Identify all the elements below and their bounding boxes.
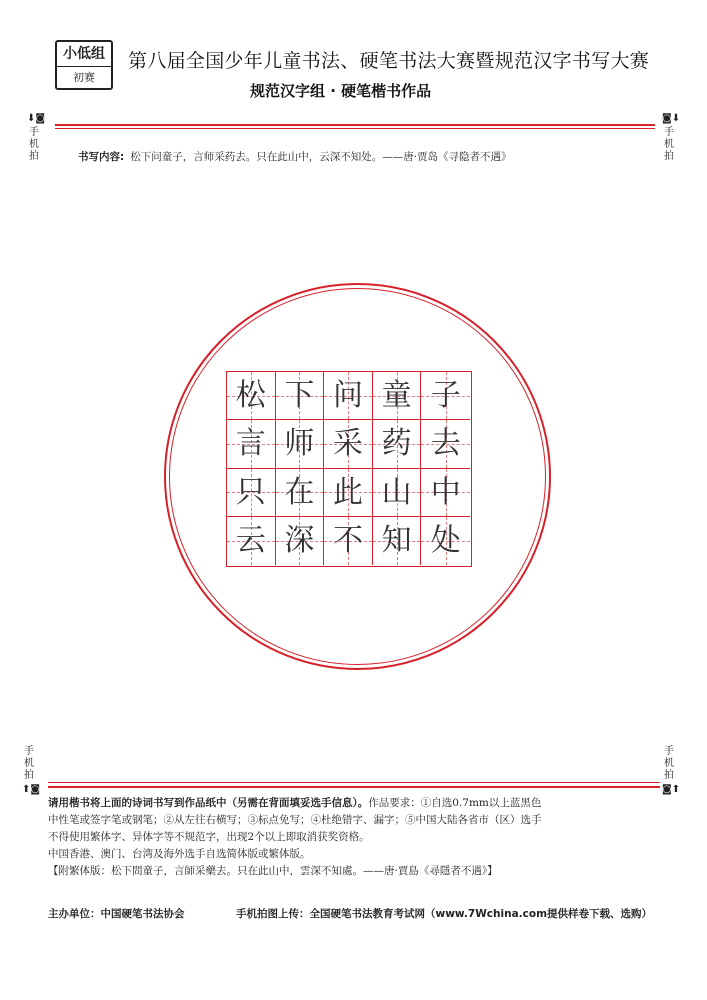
grid-character: 处 [430, 522, 461, 558]
grid-cell [276, 517, 325, 565]
arrow-up-icon: ⬆ [22, 784, 31, 795]
page-title: 第八届全国少年儿童书法、硬笔书法大赛暨规范汉字书写大赛 [128, 50, 650, 72]
marker-label: 手机拍 [24, 746, 34, 781]
grid-cell [276, 420, 325, 468]
arrow-down-icon: ⬇ [671, 113, 681, 124]
grid-cell [373, 469, 422, 517]
arrow-down-icon: ⬇ [27, 113, 36, 124]
grid-character: 山 [381, 474, 412, 510]
bottom-divider [48, 786, 660, 788]
camera-icon: ◙ [662, 113, 672, 124]
grid-cell [421, 469, 470, 517]
grid-cell [324, 372, 373, 420]
arrow-up-icon: ⬆ [671, 784, 681, 795]
grid-cell [373, 420, 422, 468]
grid-character: 采 [332, 426, 363, 462]
grid-character: 问 [332, 378, 363, 413]
grid-character: 知 [381, 522, 412, 558]
top-divider-thin [55, 128, 655, 129]
requirements-line-3: 不得使用繁体字、异体字等不规范字，出现2个以上即取消获奖资格。 [48, 831, 370, 843]
requirements-line-4: 中国香港、澳门、台湾及海外选手自选简体版或繁体版。 [48, 848, 311, 860]
grid-character: 松 [235, 378, 266, 413]
requirements-line-2: 中性笔或签字笔或钢笔；②从左往右横写；③标点免写；④杜绝错字、漏字；⑤中国大陆各省市（区）选手 [48, 814, 542, 826]
page-subtitle: 规范汉字组 · 硬笔楷书作品 [250, 82, 432, 100]
grid-character: 只 [235, 474, 266, 510]
photo-marker-bottom-right [662, 746, 681, 796]
grid-character: 云 [235, 522, 266, 558]
grid-character: 不 [332, 522, 363, 558]
camera-icon: ◙ [35, 113, 46, 124]
requirements-item-1: 作品要求：①自选0.7mm以上蓝黑色 [368, 797, 542, 809]
requirements-line-5: 【附繁体版：松下問童子，言師采藥去。只在此山中，雲深不知處。——唐·賈島《尋隱者不遇》】 [48, 865, 498, 877]
photo-marker-top-left [27, 113, 46, 163]
grid-character: 下 [284, 378, 315, 413]
grid-character: 此 [332, 474, 363, 510]
grid-cell [276, 372, 325, 420]
camera-icon: ◙ [662, 784, 672, 795]
grid-cell [421, 517, 470, 565]
grid-cell [324, 517, 373, 565]
writing-content [78, 149, 512, 164]
bottom-divider-thin [48, 782, 660, 783]
photo-marker-bottom-left [22, 746, 41, 796]
calligraphy-grid [226, 371, 472, 567]
grid-character: 子 [430, 378, 461, 413]
grid-cell [324, 469, 373, 517]
photo-marker-top-right [662, 113, 681, 163]
grid-cell [421, 372, 470, 420]
grid-cell [227, 469, 276, 517]
grid-character: 师 [284, 426, 315, 462]
grid-cell [373, 372, 422, 420]
writing-content-text: 松下问童子，言师采药去。只在此山中，云深不知处。——唐·贾岛《寻隐者不遇》 [130, 151, 512, 163]
grid-cell [373, 517, 422, 565]
marker-label: 手机拍 [664, 746, 674, 781]
camera-icon: ◙ [30, 784, 41, 795]
top-divider [55, 124, 655, 126]
grid-character: 童 [381, 378, 412, 413]
grid-cell [227, 372, 276, 420]
group-badge [55, 40, 113, 90]
badge-round-label: 初赛 [73, 71, 95, 84]
grid-character: 深 [284, 522, 315, 558]
upload-text: 手机拍图上传：全国硬笔书法教育考试网（www.7Wchina.com提供样卷下载、选购） [236, 908, 653, 920]
grid-cell [421, 420, 470, 468]
grid-character: 中 [430, 474, 461, 510]
grid-character: 药 [381, 426, 412, 462]
grid-cell [227, 420, 276, 468]
marker-label: 手机拍 [29, 127, 39, 162]
writing-content-label: 书写内容: [78, 151, 125, 163]
grid-character: 去 [430, 426, 461, 462]
marker-label: 手机拍 [664, 127, 674, 162]
badge-group-label: 小低组 [57, 42, 111, 67]
requirements-line-1 [48, 795, 668, 812]
requirements-block [48, 795, 668, 880]
organizer-text: 主办单位：中国硬笔书法协会 [48, 908, 185, 920]
grid-cell [324, 420, 373, 468]
requirements-intro: 请用楷书将上面的诗词书写到作品纸中（另需在背面填妥选手信息）。 [48, 797, 369, 809]
grid-cell [227, 517, 276, 565]
grid-cell [276, 469, 325, 517]
grid-character: 言 [235, 426, 266, 462]
grid-character: 在 [284, 474, 315, 510]
